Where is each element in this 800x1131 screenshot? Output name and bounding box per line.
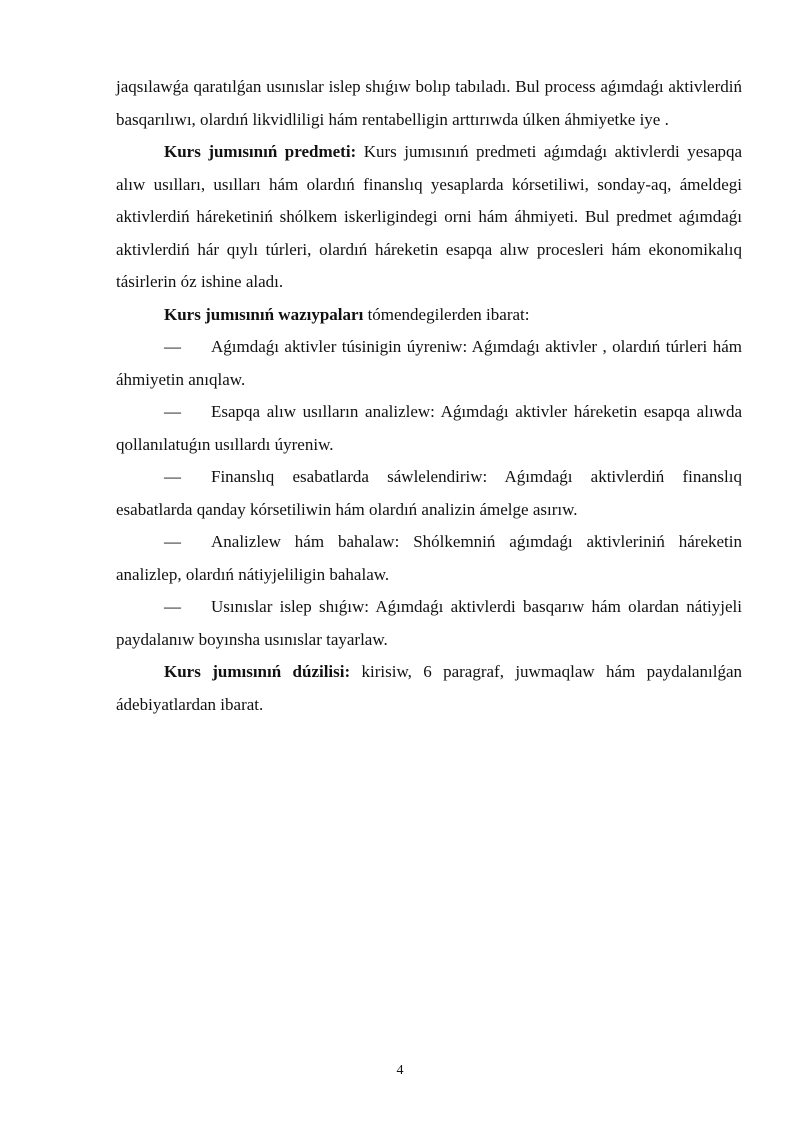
task-item bbox=[116, 526, 742, 591]
page-number: 4 bbox=[396, 1063, 404, 1078]
tasks-heading: Kurs jumısınıń wazıypaları bbox=[164, 304, 364, 324]
intro-paragraph: jaqsılawǵa qaratılǵan usınıslar islep shıǵıw bolıp tabıladı. Bul process aǵımdaǵı aktivlerdiń basqarılıwı, olardıń likvidliligi hám rentabelligin arttırıwda úlken áhmiyetke iye . bbox=[116, 77, 742, 129]
task-item bbox=[116, 591, 742, 656]
task-item bbox=[116, 331, 742, 396]
tasks-intro-paragraph bbox=[116, 299, 742, 332]
task-item-text: Esapqa alıw usılların analizlew: Aǵımdaǵı aktivler háreketin esapqa alıwda qollanılatuǵın usıllardı úyreniw. bbox=[116, 402, 742, 454]
dash-bullet: — bbox=[164, 532, 181, 551]
subject-text: Kurs jumısınıń predmeti aǵımdaǵı aktivlerdi yesapqa alıw usılları, usılları hám olardıń finanslıq yesaplarda kórsetiliwi, sonday-aq, ámeldegi aktivlerdiń háreketiniń shólkem iskerligindegi orni hám áhmiyeti. Bul predmet aǵımdaǵı aktivlerdiń hár qıylı túrleri, olardıń háreketin esapqa alıw procesleri hám ekonomikalıq tásirlerin óz ishine aladı. bbox=[116, 142, 742, 291]
dash-bullet: — bbox=[164, 467, 181, 486]
structure-text: kirisiw, 6 paragraf, juwmaqlaw hám paydalanılǵan ádebiyatlardan ibarat. bbox=[116, 662, 742, 714]
task-item-text: Finanslıq esabatlarda sáwlelendiriw: Aǵımdaǵı aktivlerdiń finanslıq esabatlarda qanday kórsetiliwin hám olardıń analizin ámelge asırıw. bbox=[116, 467, 742, 519]
task-item bbox=[116, 461, 742, 526]
dash-bullet: — bbox=[164, 597, 181, 616]
subject-paragraph bbox=[116, 136, 742, 299]
dash-bullet: — bbox=[164, 402, 181, 421]
subject-heading: Kurs jumısınıń predmeti: bbox=[164, 142, 357, 161]
tasks-intro-text: tómendegilerden ibarat: bbox=[363, 304, 530, 324]
task-item bbox=[116, 396, 742, 461]
structure-paragraph bbox=[116, 656, 742, 721]
document-body bbox=[116, 71, 742, 721]
structure-heading: Kurs jumısınıń dúzilisi: bbox=[164, 662, 351, 681]
task-item-text: Analizlew hám bahalaw: Shólkemniń aǵımdaǵı aktivleriniń háreketin analizlep, olardıń nátiyjeliligin bahalaw. bbox=[116, 532, 742, 584]
task-item-text: Usınıslar islep shıǵıw: Aǵımdaǵı aktivlerdi basqarıw hám olardan nátiyjeli paydalanıw boyınsha usınıslar tayarlaw. bbox=[116, 597, 742, 649]
task-item-text: Aǵımdaǵı aktivler túsinigin úyreniw: Aǵımdaǵı aktivler , olardıń túrleri hám áhmiyetin anıqlaw. bbox=[116, 337, 742, 389]
dash-bullet: — bbox=[164, 337, 181, 356]
